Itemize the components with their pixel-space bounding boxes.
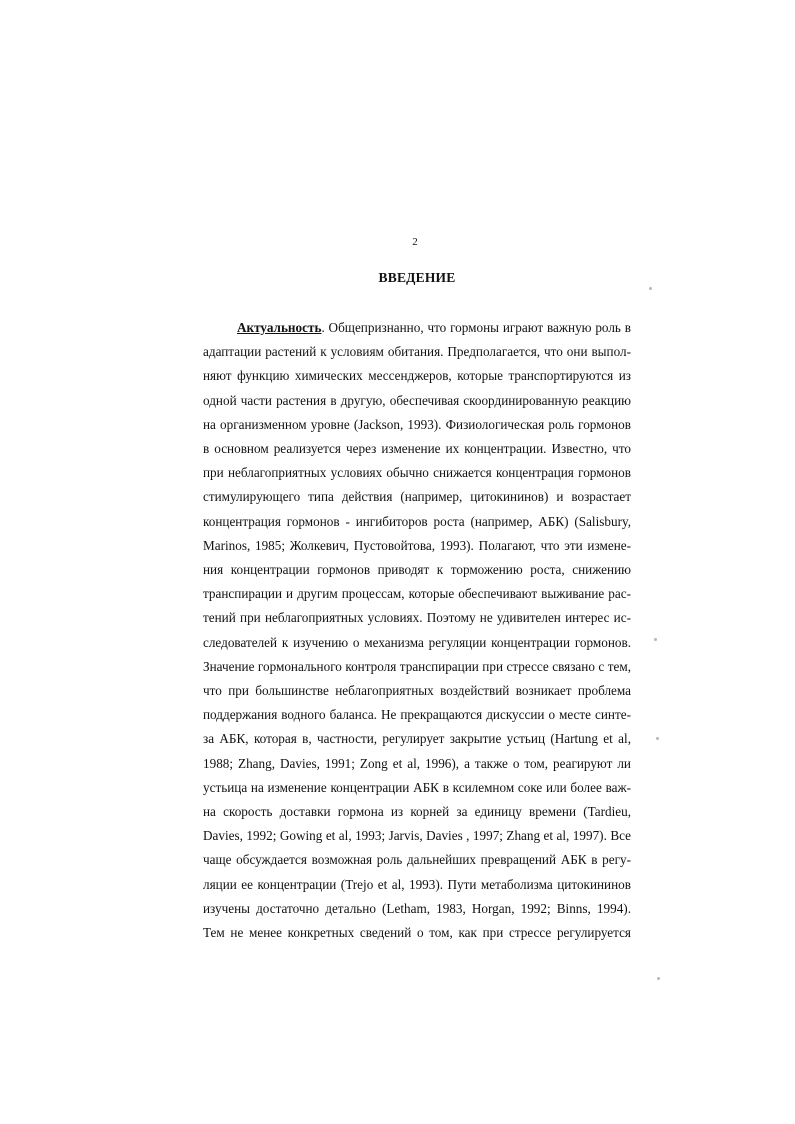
text-line: ляции ее концентрации (Trejo et al, 1993). Пути метаболизма цитокининов	[203, 876, 631, 892]
page-number: 2	[412, 236, 418, 248]
text-line: устьица на изменение концентрации АБК в ксилемном соке или более важ-	[203, 779, 631, 795]
text-line: концентрация гормонов - ингибиторов роста (например, АБК) (Salisbury,	[203, 513, 631, 529]
text-line	[203, 316, 631, 340]
text-line: Marinos, 1985; Жолкевич, Пустовойтова, 1993). Полагают, что эти измене-	[203, 537, 631, 553]
text-line: транспирации и другим процессам, которые обеспечивают выживание рас-	[203, 586, 631, 602]
scan-speck	[657, 977, 660, 980]
text-line: в основном реализуется через изменение их концентрации. Известно, что	[203, 441, 631, 457]
text-line: чаще обсуждается возможная роль дальнейших превращений АБК в регу-	[203, 852, 631, 868]
text-line: одной части растения в другую, обеспечивая скоординированную реакцию	[203, 392, 631, 408]
scan-speck	[649, 287, 652, 290]
text-line: изучены достаточно детально (Letham, 1983, Horgan, 1992; Binns, 1994).	[203, 900, 631, 916]
text-line: Значение гормонального контроля транспирации при стрессе связано с тем,	[203, 658, 631, 674]
scan-speck	[656, 737, 659, 740]
text-line: тений при неблагоприятных условиях. Поэтому не удивителен интерес ис-	[203, 610, 631, 626]
lead-in-term: Актуальность	[237, 320, 322, 335]
text-line: при неблагоприятных условиях обычно снижается концентрация гормонов	[203, 465, 631, 481]
body-paragraph	[203, 316, 631, 945]
text-line: что при большинстве неблагоприятных воздействий возникает проблема	[203, 683, 631, 699]
text-line: адаптации растений к условиям обитания. Предполагается, что они выпол-	[203, 344, 631, 360]
text-line: ния концентрации гормонов приводят к торможению роста, снижению	[203, 562, 631, 578]
text-line: 1988; Zhang, Davies, 1991; Zong et al, 1996), а также о том, реагируют ли	[203, 755, 631, 771]
section-heading: ВВЕДЕНИЕ	[378, 270, 456, 285]
text-line: следователей к изучению о механизма регуляции концентрации гормонов.	[203, 634, 631, 650]
text-line: Davies, 1992; Gowing et al, 1993; Jarvis, Davies , 1997; Zhang et al, 1997). Все	[203, 828, 631, 844]
scan-speck	[654, 638, 657, 641]
text-line: на организменном уровне (Jackson, 1993). Физиологическая роль гормонов	[203, 416, 631, 432]
text-line: Тем не менее конкретных сведений о том, как при стрессе регулируется	[203, 925, 631, 941]
text-line: поддержания водного баланса. Не прекращаются дискуссии о месте синте-	[203, 707, 631, 723]
text-line: стимулирующего типа действия (например, цитокининов) и возрастает	[203, 489, 631, 505]
text-line: за АБК, которая в, частности, регулирует закрытие устьиц (Hartung et al,	[203, 731, 631, 747]
text-line: на скорость доставки гормона из корней за единицу времени (Tardieu,	[203, 804, 631, 820]
text-line-content: . Общепризнанно, что гормоны играют важную роль в	[321, 320, 631, 335]
text-line: няют функцию химических мессенджеров, которые транспортируются из	[203, 368, 631, 384]
